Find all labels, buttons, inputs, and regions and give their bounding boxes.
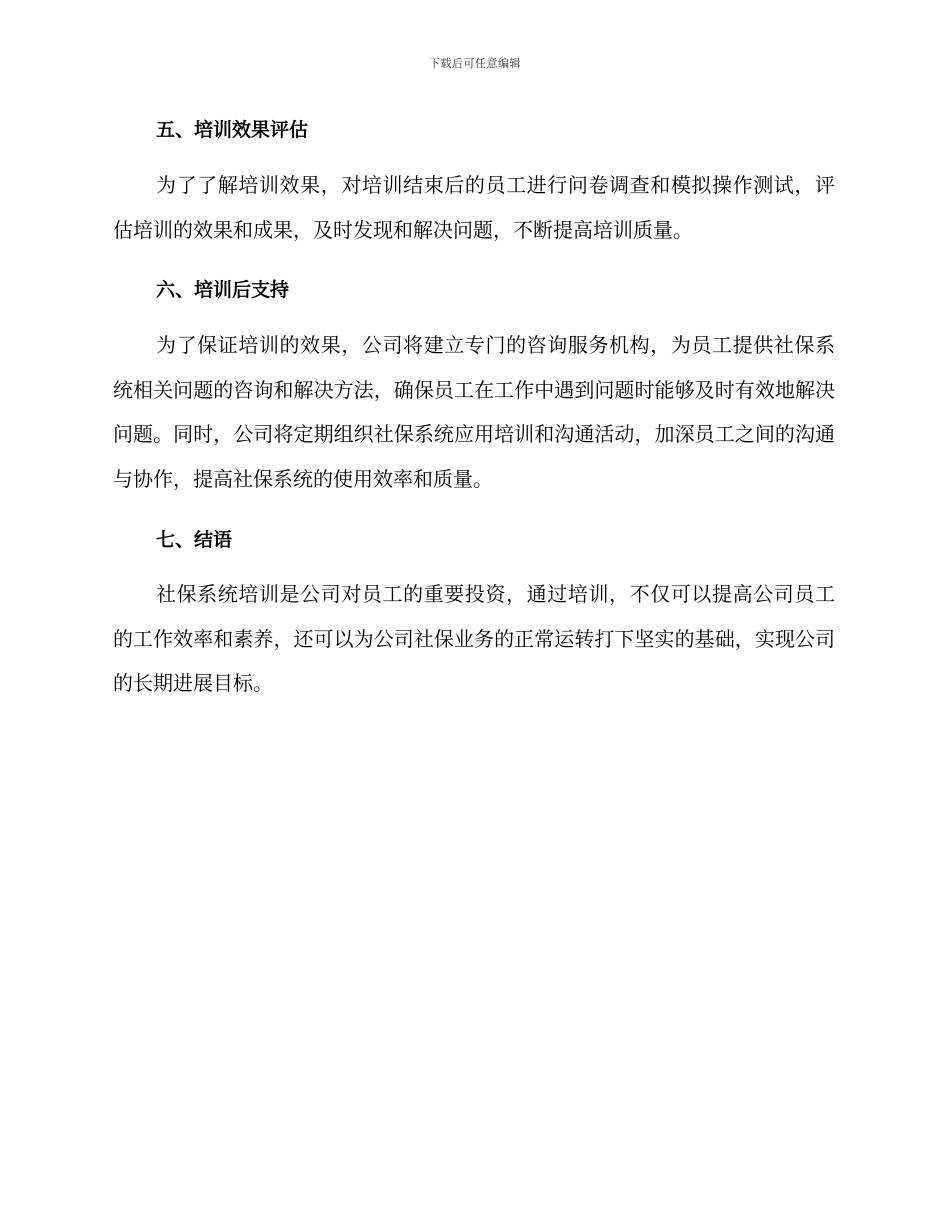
section-heading-conclusion: 七、结语 (156, 529, 233, 551)
header-note: 下载后可任意编辑 (429, 57, 521, 70)
section-paragraph-evaluation: 为了了解培训效果，对培训结束后的员工进行问卷调查和模拟操作测试，评估培训的效果和成果，及时发现和解决问题，不断提高培训质量。 (113, 173, 835, 242)
section-paragraph-conclusion: 社保系统培训是公司对员工的重要投资，通过培训，不仅可以提高公司员工的工作效率和素养，还可以为公司社保业务的正常运转打下坚实的基础，实现公司的长期进展目标。 (113, 582, 835, 695)
section-heading-support: 六、培训后支持 (156, 279, 290, 301)
section-heading-evaluation: 五、培训效果评估 (156, 119, 309, 141)
section-paragraph-support: 为了保证培训的效果，公司将建立专门的咨询服务机构，为员工提供社保系统相关问题的咨询和解决方法，确保员工在工作中遇到问题时能够及时有效地解决问题。同时，公司将定期组织社保系统应用培训和沟通活动，加深员工之间的沟通与协作，提高社保系统的使用效率和质量。 (113, 333, 835, 491)
